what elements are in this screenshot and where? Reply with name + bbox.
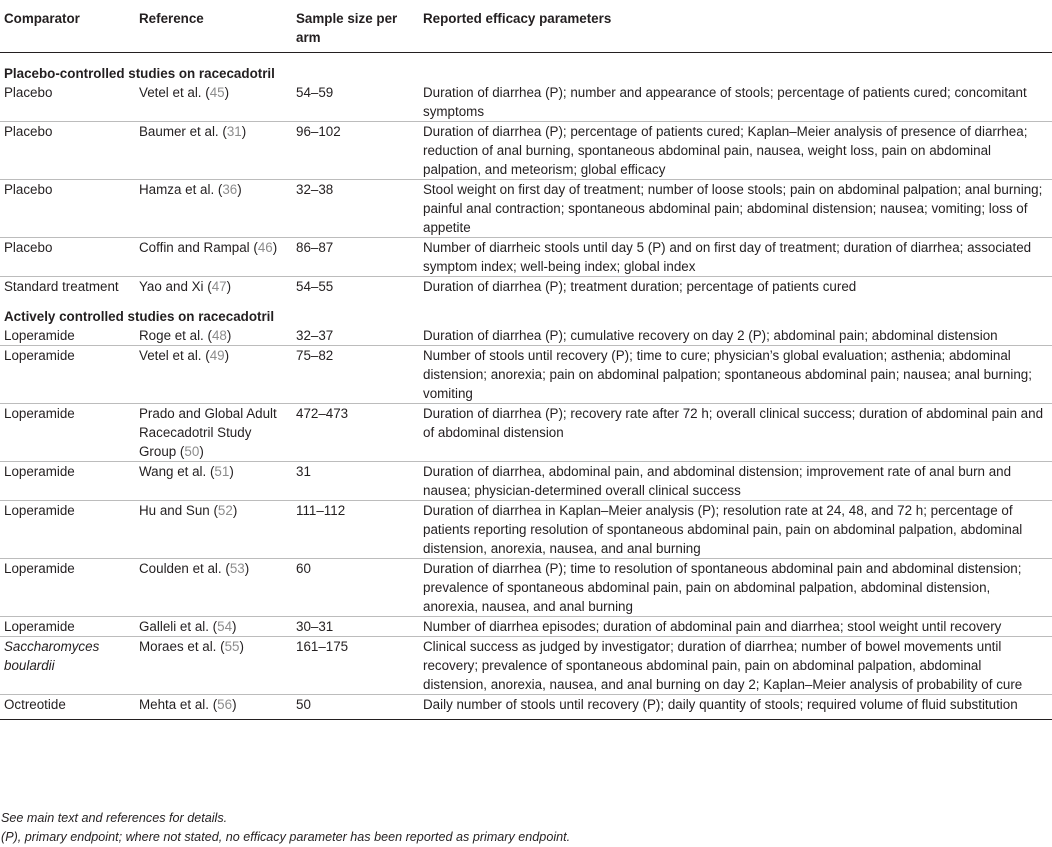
reference-link[interactable]: 46 — [257, 240, 273, 255]
reference-close-paren: ) — [226, 328, 232, 343]
cell-comparator: Standard treatment — [4, 279, 119, 294]
cell-sample-size: 96–102 — [292, 122, 419, 180]
cell-reference — [135, 695, 292, 720]
reference-close-paren: ) — [224, 348, 230, 363]
cell-sample-size: 54–55 — [296, 279, 334, 294]
reference-link[interactable]: 54 — [217, 619, 233, 634]
footnote: (P), primary endpoint; where not stated, no efficacy parameter has been reported as primary endpoint. — [1, 830, 571, 844]
cell-sample-size: 32–38 — [292, 180, 419, 238]
cell-reference — [135, 277, 292, 297]
cell-sample-size: 86–87 — [292, 238, 419, 277]
cell-reference — [135, 559, 292, 617]
cell-efficacy-parameters: Duration of diarrhea (P); cumulative recovery on day 2 (P); abdominal pain; abdominal distension — [419, 326, 1052, 346]
reference-text: Roge et al. ( — [139, 328, 212, 343]
reference-text: Galleli et al. ( — [139, 619, 218, 634]
reference-close-paren: ) — [239, 639, 244, 654]
reference-link[interactable]: 49 — [209, 348, 225, 363]
cell-reference — [135, 122, 292, 180]
table-header — [0, 0, 1052, 53]
reference-close-paren: ) — [224, 85, 230, 100]
table-row — [0, 277, 1052, 297]
reference-text: Vetel et al. ( — [139, 348, 210, 363]
reference-link[interactable]: 45 — [209, 85, 225, 100]
cell-comparator: Placebo — [0, 83, 135, 122]
cell-reference — [135, 83, 292, 122]
cell-comparator: Loperamide — [0, 404, 135, 462]
cell-efficacy-parameters: Duration of diarrhea (P); treatment duration; percentage of patients cured — [423, 279, 857, 294]
cell-reference — [135, 637, 292, 695]
reference-link[interactable]: 36 — [222, 182, 238, 197]
cell-reference — [135, 180, 292, 238]
reference-text: Moraes et al. ( — [139, 639, 225, 654]
reference-link[interactable]: 47 — [211, 279, 227, 294]
header-reference: Reference — [135, 0, 292, 53]
cell-reference — [135, 238, 292, 277]
cell-reference — [135, 404, 292, 462]
cell-sample-size: 31 — [292, 462, 419, 501]
cell-comparator: Loperamide — [0, 559, 135, 617]
table-row — [0, 346, 1052, 404]
reference-link[interactable]: 31 — [226, 124, 242, 139]
cell-efficacy-parameters: Duration of diarrhea (P); number and appearance of stools; percentage of patients cured; concomitant symptoms — [419, 83, 1052, 122]
cell-efficacy-parameters: Duration of diarrhea (P); time to resolution of spontaneous abdominal pain and abdominal distension; prevalence of spontaneous abdominal pain, pain on abdominal palpation, abdominal distension, anorexia, nausea, and anal burning — [419, 559, 1052, 617]
reference-link[interactable]: 55 — [224, 639, 240, 654]
section-row — [0, 296, 1052, 326]
table-row — [0, 238, 1052, 277]
table-footnotes — [0, 809, 1052, 847]
reference-link[interactable]: 51 — [214, 464, 230, 479]
header-efficacy-parameters: Reported efficacy parameters — [419, 0, 1052, 53]
reference-close-paren: ) — [232, 697, 237, 712]
cell-reference — [135, 501, 292, 559]
table-row — [0, 404, 1052, 462]
reference-text: Hamza et al. ( — [139, 182, 223, 197]
cell-comparator: Placebo — [0, 122, 135, 180]
cell-sample-size: 111–112 — [292, 501, 419, 559]
reference-close-paren: ) — [232, 503, 238, 518]
cell-efficacy-parameters: Duration of diarrhea (P); recovery rate after 72 h; overall clinical success; duration of abdominal pain and of abdominal distension — [419, 404, 1052, 462]
section-title: Placebo-controlled studies on racecadotril — [4, 66, 275, 81]
table-row — [0, 637, 1052, 695]
table-row — [0, 326, 1052, 346]
reference-text: Vetel et al. ( — [139, 85, 210, 100]
section-title: Actively controlled studies on racecadotril — [4, 309, 275, 324]
cell-comparator: Placebo — [0, 180, 135, 238]
cell-sample-size: 54–59 — [292, 83, 419, 122]
cell-sample-size: 30–31 — [292, 617, 419, 637]
cell-efficacy-parameters: Stool weight on first day of treatment; number of loose stools; pain on abdominal palpation; anal burning; painful anal contraction; spontaneous abdominal pain; abdominal distension; nausea; vomiting; loss of appetite — [419, 180, 1052, 238]
cell-sample-size: 32–37 — [292, 326, 419, 346]
table-body — [0, 53, 1052, 720]
header-comparator: Comparator — [0, 0, 135, 53]
reference-close-paren: ) — [226, 279, 232, 294]
reference-close-paren: ) — [241, 124, 247, 139]
table-row — [0, 501, 1052, 559]
section-row — [0, 53, 1052, 84]
cell-reference — [135, 346, 292, 404]
cell-comparator: Placebo — [0, 238, 135, 277]
cell-efficacy-parameters: Duration of diarrhea (P); percentage of patients cured; Kaplan–Meier analysis of presence of diarrhea; reduction of anal burning, spontaneous abdominal pain, nausea, weight loss, pain on abdominal palpation, and meteorism; global efficacy — [419, 122, 1052, 180]
reference-text: Coffin and Rampal ( — [139, 240, 258, 255]
cell-sample-size: 75–82 — [292, 346, 419, 404]
cell-sample-size: 161–175 — [292, 637, 419, 695]
cell-comparator: Saccharomyces boulardii — [0, 637, 135, 695]
reference-text: Coulden et al. ( — [139, 561, 230, 576]
reference-close-paren: ) — [237, 182, 242, 197]
reference-text: Wang et al. ( — [139, 464, 215, 479]
cell-comparator: Loperamide — [0, 501, 135, 559]
table-row — [0, 559, 1052, 617]
cell-efficacy-parameters: Number of diarrhea episodes; duration of abdominal pain and diarrhea; stool weight until recovery — [419, 617, 1052, 637]
reference-text: Baumer et al. ( — [139, 124, 227, 139]
cell-efficacy-parameters: Clinical success as judged by investigator; duration of diarrhea; number of bowel movements until recovery; prevalence of spontaneous abdominal pain, pain on abdominal palpation, abdominal distension, anorexia, nausea, and anal burning on day 2; Kaplan–Meier analysis of probability of cure — [419, 637, 1052, 695]
cell-comparator: Loperamide — [0, 326, 135, 346]
cell-reference — [135, 617, 292, 637]
cell-efficacy-parameters: Duration of diarrhea in Kaplan–Meier analysis (P); resolution rate at 24, 48, and 72 h; percentage of patients reporting resolution of spontaneous abdominal pain, pain on abdominal palpation, abdominal distension, anorexia, nausea, and anal burning — [419, 501, 1052, 559]
reference-link[interactable]: 50 — [184, 444, 200, 459]
reference-text: Mehta et al. ( — [139, 697, 218, 712]
reference-link[interactable]: 53 — [229, 561, 245, 576]
footnote: See main text and references for details. — [1, 811, 228, 825]
reference-text: Hu and Sun ( — [139, 503, 218, 518]
cell-efficacy-parameters: Number of stools until recovery (P); time to cure; physician’s global evaluation; asthenia; abdominal distension; anorexia; pain on abdominal palpation; spontaneous abdominal pain; nausea; anal burning; vomiting — [419, 346, 1052, 404]
table-row — [0, 695, 1052, 720]
reference-close-paren: ) — [272, 240, 278, 255]
table-row — [0, 122, 1052, 180]
reference-close-paren: ) — [199, 444, 204, 459]
table-row — [0, 617, 1052, 637]
reference-text: Prado and Global Adult Racecadotril Study Group ( — [139, 406, 277, 459]
header-sample-size: Sample size per arm — [292, 0, 419, 53]
table-row — [0, 180, 1052, 238]
cell-efficacy-parameters: Duration of diarrhea, abdominal pain, and abdominal distension; improvement rate of anal burn and nausea; physician-determined overall clinical success — [419, 462, 1052, 501]
cell-comparator: Loperamide — [0, 617, 135, 637]
cell-comparator: Octreotide — [0, 695, 135, 720]
cell-sample-size: 50 — [292, 695, 419, 720]
cell-sample-size: 60 — [292, 559, 419, 617]
cell-efficacy-parameters: Number of diarrheic stools until day 5 (P) and on first day of treatment; duration of diarrhea; associated symptom index; well-being index; global index — [419, 238, 1052, 277]
table-row — [0, 462, 1052, 501]
reference-close-paren: ) — [229, 464, 234, 479]
cell-efficacy-parameters: Daily number of stools until recovery (P); daily quantity of stools; required volume of fluid substitution — [419, 695, 1052, 720]
reference-text: Yao and Xi ( — [139, 279, 212, 294]
cell-comparator: Loperamide — [0, 346, 135, 404]
cell-reference — [135, 462, 292, 501]
reference-link[interactable]: 56 — [217, 697, 233, 712]
cell-sample-size: 472–473 — [292, 404, 419, 462]
cell-reference — [135, 326, 292, 346]
reference-close-paren: ) — [232, 619, 237, 634]
cell-comparator: Loperamide — [0, 462, 135, 501]
table-row — [0, 83, 1052, 122]
reference-link[interactable]: 52 — [217, 503, 233, 518]
reference-link[interactable]: 48 — [211, 328, 227, 343]
reference-close-paren: ) — [244, 561, 250, 576]
